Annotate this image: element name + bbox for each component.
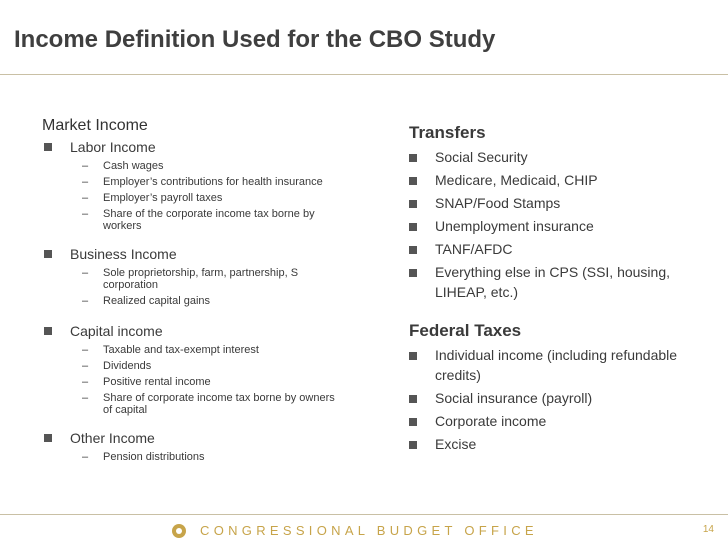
- square-bullet-icon: [409, 269, 417, 277]
- square-bullet-icon: [409, 418, 417, 426]
- sub-item: [42, 192, 372, 204]
- square-bullet-icon: [409, 200, 417, 208]
- sub-item: [42, 160, 372, 172]
- transfers-heading: Transfers: [409, 123, 486, 142]
- square-bullet-icon: [409, 223, 417, 231]
- sub-item: [42, 360, 372, 372]
- list-item-label: Capital income: [70, 323, 163, 339]
- title-divider: [0, 74, 728, 75]
- list-item-label: Other Income: [70, 430, 155, 446]
- dash-bullet-icon: –: [82, 192, 89, 204]
- list-item-label: Medicare, Medicaid, CHIP: [435, 172, 598, 188]
- footer-divider: [0, 514, 728, 515]
- market-income-list: [42, 139, 372, 463]
- dash-bullet-icon: –: [82, 267, 89, 279]
- list-item-label: Social insurance (payroll): [435, 390, 593, 406]
- list-item-label: Everything else in CPS (SSI, housing, LIHEAP, etc.): [435, 264, 671, 300]
- sub-item-label: Taxable and tax-exempt interest: [103, 344, 259, 356]
- list-item-label: SNAP/Food Stamps: [435, 195, 561, 211]
- sub-item: [42, 267, 323, 291]
- list-item-label: Corporate income: [435, 413, 547, 429]
- square-bullet-icon: [409, 441, 417, 449]
- sub-item: [42, 376, 372, 388]
- dash-bullet-icon: –: [82, 295, 89, 307]
- list-item: [409, 411, 714, 431]
- list-item-label: Labor Income: [70, 139, 156, 155]
- square-bullet-icon: [409, 246, 417, 254]
- list-item-label: Excise: [435, 436, 477, 452]
- sub-item-label: Share of corporate income tax borne by owners of capital: [103, 392, 335, 416]
- dash-bullet-icon: –: [82, 451, 89, 463]
- sub-item-label: Realized capital gains: [103, 295, 211, 307]
- sub-item: [42, 392, 343, 416]
- list-item-label: Business Income: [70, 246, 177, 262]
- sub-item-label: Sole proprietorship, farm, partnership, S corporation: [103, 267, 299, 291]
- list-item-label: Individual income (including refundable credits): [435, 347, 678, 383]
- list-item: [409, 170, 714, 190]
- sub-item-label: Share of the corporate income tax borne by workers: [103, 208, 315, 232]
- federal-taxes-list: [409, 345, 714, 454]
- sub-item-label: Employer’s contributions for health insurance: [103, 176, 323, 188]
- list-item: [409, 262, 695, 302]
- square-bullet-icon: [409, 154, 417, 162]
- square-bullet-icon: [44, 327, 52, 335]
- dash-bullet-icon: –: [82, 360, 89, 372]
- list-item: [42, 323, 372, 339]
- square-bullet-icon: [44, 250, 52, 258]
- federal-taxes-heading: Federal Taxes: [409, 321, 522, 340]
- list-item: [409, 239, 714, 259]
- page-number: 14: [702, 524, 714, 535]
- list-item: [409, 193, 714, 213]
- cbo-seal-icon: [172, 524, 186, 538]
- square-bullet-icon: [409, 352, 417, 360]
- list-item-label: TANF/AFDC: [435, 241, 513, 257]
- list-item-label: Social Security: [435, 149, 528, 165]
- footer-org-name: CONGRESSIONAL BUDGET OFFICE: [200, 523, 538, 538]
- square-bullet-icon: [409, 177, 417, 185]
- sub-item: [42, 176, 372, 188]
- list-item: [409, 216, 714, 236]
- dash-bullet-icon: –: [82, 392, 89, 404]
- dash-bullet-icon: –: [82, 160, 89, 172]
- dash-bullet-icon: –: [82, 344, 89, 356]
- dash-bullet-icon: –: [82, 208, 89, 220]
- sub-item: [42, 208, 353, 232]
- market-income-column: [42, 116, 372, 463]
- list-item: [42, 139, 372, 155]
- transfers-taxes-column: [409, 122, 714, 454]
- slide-title: Income Definition Used for the CBO Study: [14, 26, 496, 53]
- dash-bullet-icon: –: [82, 376, 89, 388]
- market-income-heading: Market Income: [42, 117, 148, 134]
- list-item: [409, 388, 714, 408]
- dash-bullet-icon: –: [82, 176, 89, 188]
- list-item: [409, 147, 714, 167]
- sub-item: [42, 451, 372, 463]
- sub-item-label: Cash wages: [103, 160, 164, 172]
- square-bullet-icon: [44, 434, 52, 442]
- square-bullet-icon: [44, 143, 52, 151]
- sub-item-label: Pension distributions: [103, 451, 205, 463]
- sub-item-label: Positive rental income: [103, 376, 211, 388]
- list-item: [409, 345, 725, 385]
- list-item: [409, 434, 714, 454]
- list-item-label: Unemployment insurance: [435, 218, 594, 234]
- square-bullet-icon: [409, 395, 417, 403]
- sub-item-label: Dividends: [103, 360, 152, 372]
- list-item: [42, 246, 372, 262]
- sub-item-label: Employer’s payroll taxes: [103, 192, 223, 204]
- transfers-list: [409, 147, 714, 302]
- sub-item: [42, 295, 372, 307]
- list-item: [42, 430, 372, 446]
- sub-item: [42, 344, 372, 356]
